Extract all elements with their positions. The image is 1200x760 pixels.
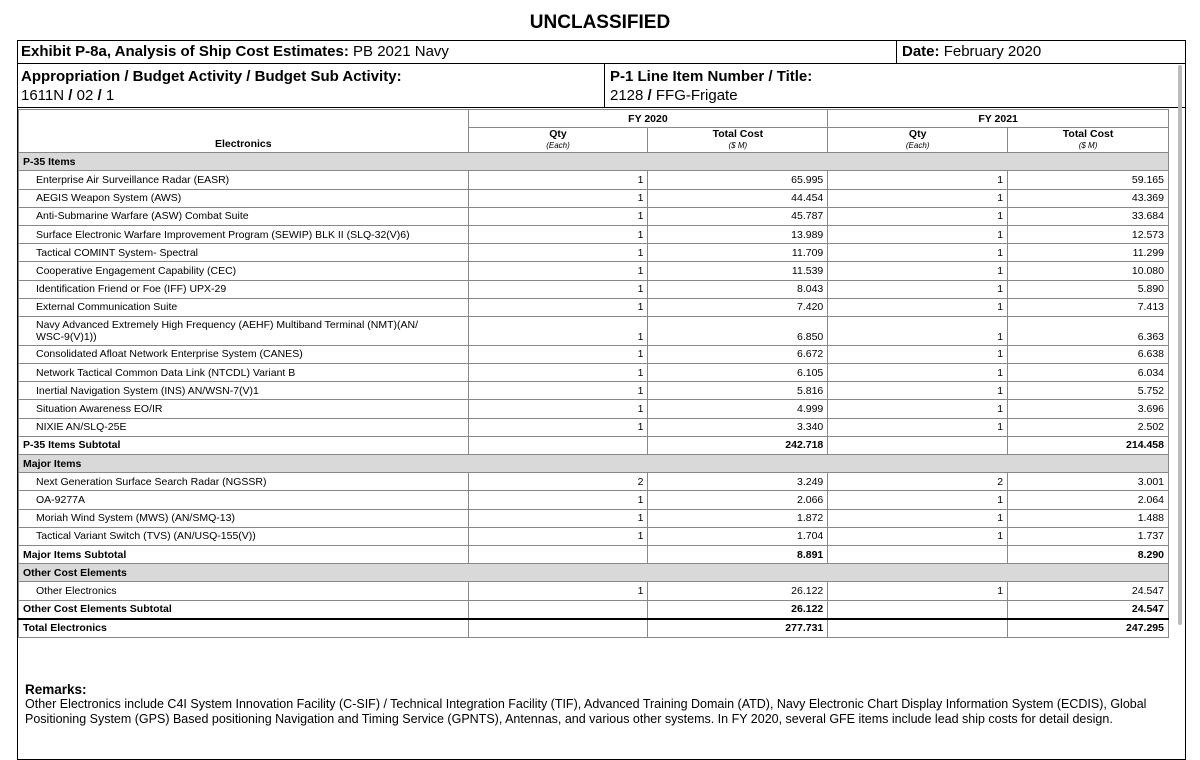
qty-2021: 1 [828,509,1008,527]
subtotal-row [19,436,1169,454]
qty-2020: 1 [468,582,648,600]
qty-2021: 1 [828,345,1008,363]
cost-2020: 11.709 [648,244,828,262]
total-qty-2020 [468,619,648,638]
qty-2020: 1 [468,207,648,225]
qty-label: Qty [549,128,567,141]
remarks-text: Other Electronics include C4I System Innovation Facility (C-SIF) / Technical Integration Facility (TIF), Advanced Training Domain (ATD), Navy Electronic Chart Display Information System (ECDIS), Global Positioning System (GPS) Based positioning Navigation and Timing Service (GPNTS), Antennas, and various other systems. In FY 2020, several GFE items include lead ship costs for detail design. [25,697,1147,726]
table-row [19,400,1169,418]
cost-2021: 5.890 [1008,280,1169,298]
subtotal-qty-2020 [468,545,648,563]
table-row [19,280,1169,298]
cost-2020: 2.066 [648,491,828,509]
exhibit-frame [17,40,1186,760]
total-label: Total Electronics [19,619,469,638]
fy-2020-header: FY 2020 [468,110,828,128]
section-title: P-35 Items [19,153,1169,171]
cost-2020: 65.995 [648,171,828,189]
qty-2021: 1 [828,280,1008,298]
cost-2021: 1.737 [1008,527,1169,545]
cost-label: Total Cost [712,128,764,141]
subtotal-cost-2021: 24.547 [1008,600,1169,619]
item-name: Cooperative Engagement Capability (CEC) [19,262,469,280]
item-name: Situation Awareness EO/IR [19,400,469,418]
qty-2020: 1 [468,527,648,545]
cost-2021: 24.547 [1008,582,1169,600]
item-name: NIXIE AN/SLQ-25E [19,418,469,436]
cost-2021: 12.573 [1008,225,1169,243]
subtotal-label: P-35 Items Subtotal [19,436,469,454]
cost-2021: 6.034 [1008,364,1169,382]
cost-2020: 6.672 [648,345,828,363]
table-row [19,298,1169,316]
qty-2020: 1 [468,316,648,345]
cost-2020: 3.340 [648,418,828,436]
cost-2020: 44.454 [648,189,828,207]
cost-2020: 7.420 [648,298,828,316]
qty-2021: 1 [828,171,1008,189]
table-row [19,262,1169,280]
subtotal-qty-2021 [828,436,1008,454]
line-item-label: P-1 Line Item Number / Title: [610,68,813,85]
scrollbar-thumb[interactable] [1178,65,1182,625]
qty-2020: 1 [468,280,648,298]
cost-2021: 11.299 [1008,244,1169,262]
subtotal-qty-2021 [828,545,1008,563]
qty-2020: 1 [468,382,648,400]
cost-header-2021 [1008,128,1169,153]
cost-2020: 5.816 [648,382,828,400]
section-title: Major Items [19,455,1169,473]
cost-2020: 6.105 [648,364,828,382]
cost-2021: 10.080 [1008,262,1169,280]
qty-2021: 2 [828,473,1008,491]
line-item-title: FFG-Frigate [655,87,738,104]
cost-2020: 26.122 [648,582,828,600]
item-name: Tactical Variant Switch (TVS) (AN/USQ-155(V)) [19,527,469,545]
qty-header-2021 [828,128,1008,153]
qty-2020: 1 [468,244,648,262]
exhibit-label: Exhibit P-8a, Analysis of Ship Cost Estimates: [21,43,349,60]
qty-2020: 1 [468,262,648,280]
item-name: Network Tactical Common Data Link (NTCDL) Variant B [19,364,469,382]
date-value: February 2020 [943,43,1042,60]
table-row [19,316,1169,345]
table-row [19,418,1169,436]
cost-2020: 6.850 [648,316,828,345]
item-name: OA-9277A [19,491,469,509]
qty-2020: 1 [468,189,648,207]
appropriation-label: Appropriation / Budget Activity / Budget Sub Activity: [21,68,402,85]
category-header: Electronics [19,110,469,153]
total-cost-2020: 277.731 [648,619,828,638]
cost-label: Total Cost [1062,128,1114,141]
cost-2021: 6.363 [1008,316,1169,345]
cost-2020: 13.989 [648,225,828,243]
subtotal-qty-2021 [828,600,1008,619]
cost-2021: 1.488 [1008,509,1169,527]
remarks-block [25,682,1165,727]
item-name: External Communication Suite [19,298,469,316]
cost-2021: 59.165 [1008,171,1169,189]
qty-2021: 1 [828,491,1008,509]
cost-unit: ($ M) [728,141,748,151]
qty-2021: 1 [828,244,1008,262]
subtotal-row [19,545,1169,563]
table-row [19,364,1169,382]
remarks-title: Remarks: [25,682,87,697]
classification-banner: UNCLASSIFIED [529,12,671,33]
qty-2020: 1 [468,491,648,509]
qty-2020: 1 [468,298,648,316]
date-label: Date: [902,43,940,60]
item-name: Surface Electronic Warfare Improvement Program (SEWIP) BLK II (SLQ-32(V)6) [19,225,469,243]
date-cell [896,41,1041,63]
item-name-line-2: WSC-9(V)1)) [36,330,97,343]
qty-2020: 2 [468,473,648,491]
section-header-row [19,153,1169,171]
cost-unit: ($ M) [1078,141,1098,151]
cost-2020: 8.043 [648,280,828,298]
item-name: Tactical COMINT System- Spectral [19,244,469,262]
cost-2021: 3.696 [1008,400,1169,418]
item-name: AEGIS Weapon System (AWS) [19,189,469,207]
table-row [19,244,1169,262]
item-name: Next Generation Surface Search Radar (NGSSR) [19,473,469,491]
cost-table [18,109,1169,638]
cost-header-2020 [648,128,828,153]
total-row [19,619,1169,638]
appropriation-header-row [18,63,1185,108]
subtotal-row [19,600,1169,619]
subtotal-label: Major Items Subtotal [19,545,469,563]
qty-2020: 1 [468,418,648,436]
subtotal-qty-2020 [468,436,648,454]
budget-activity: 02 [76,87,94,104]
item-name: Consolidated Afloat Network Enterprise System (CANES) [19,345,469,363]
table-row [19,225,1169,243]
line-item-sep: / [647,87,652,104]
item-name: Enterprise Air Surveillance Radar (EASR) [19,171,469,189]
cost-2020: 4.999 [648,400,828,418]
qty-2021: 1 [828,316,1008,345]
qty-2020: 1 [468,509,648,527]
cost-2020: 1.872 [648,509,828,527]
section-header-row [19,455,1169,473]
item-name: Identification Friend or Foe (IFF) UPX-29 [19,280,469,298]
qty-2021: 1 [828,400,1008,418]
section-title: Other Cost Elements [19,564,1169,582]
qty-2021: 1 [828,225,1008,243]
qty-2021: 1 [828,582,1008,600]
qty-2021: 1 [828,364,1008,382]
item-name [19,316,469,345]
cost-2020: 45.787 [648,207,828,225]
section-header-row [19,564,1169,582]
subtotal-cost-2020: 8.891 [648,545,828,563]
qty-2021: 1 [828,382,1008,400]
fy-2021-header: FY 2021 [828,110,1169,128]
table-row [19,345,1169,363]
qty-unit: (Each) [546,141,570,151]
subtotal-qty-2020 [468,600,648,619]
item-name: Anti-Submarine Warfare (ASW) Combat Suite [19,207,469,225]
qty-2020: 1 [468,171,648,189]
exhibit-value: PB 2021 Navy [353,43,449,60]
cost-2021: 3.001 [1008,473,1169,491]
qty-2020: 1 [468,364,648,382]
exhibit-header-row [18,41,1185,64]
table-row [19,509,1169,527]
cost-2021: 2.064 [1008,491,1169,509]
item-name: Other Electronics [19,582,469,600]
cost-2021: 43.369 [1008,189,1169,207]
line-item-number: 2128 [610,87,644,104]
cost-2021: 5.752 [1008,382,1169,400]
cost-2020: 11.539 [648,262,828,280]
item-name-line-1: Navy Advanced Extremely High Frequency (AEHF) Multiband Terminal (NMT)(AN/ [36,318,419,331]
qty-2020: 1 [468,400,648,418]
table-row [19,582,1169,600]
item-name: Moriah Wind System (MWS) (AN/SMQ-13) [19,509,469,527]
table-row [19,382,1169,400]
exhibit-title [21,43,449,60]
appropriation-sep-1: / [68,87,73,104]
qty-2021: 1 [828,189,1008,207]
qty-2021: 1 [828,298,1008,316]
subtotal-label: Other Cost Elements Subtotal [19,600,469,619]
qty-unit: (Each) [905,141,930,151]
table-row [19,473,1169,491]
line-item-cell [604,63,812,107]
vertical-scrollbar[interactable] [1176,63,1184,648]
total-qty-2021 [828,619,1008,638]
cost-table-body [19,110,1169,638]
cost-2021: 33.684 [1008,207,1169,225]
appropriation-cell [21,67,402,105]
subtotal-cost-2021: 8.290 [1008,545,1169,563]
qty-header-2020 [468,128,648,153]
qty-2020: 1 [468,225,648,243]
subtotal-cost-2021: 214.458 [1008,436,1169,454]
subtotal-cost-2020: 242.718 [648,436,828,454]
appropriation-sep-2: / [97,87,102,104]
qty-2021: 1 [828,262,1008,280]
table-row [19,491,1169,509]
table-row [19,527,1169,545]
cost-2020: 3.249 [648,473,828,491]
qty-2021: 1 [828,207,1008,225]
qty-2021: 1 [828,527,1008,545]
subtotal-cost-2020: 26.122 [648,600,828,619]
item-name: Inertial Navigation System (INS) AN/WSN-7(V)1 [19,382,469,400]
fy-header-row [19,110,1169,128]
qty-2020: 1 [468,345,648,363]
qty-2021: 1 [828,418,1008,436]
qty-label: Qty [908,128,927,141]
table-row [19,189,1169,207]
total-cost-2021: 247.295 [1008,619,1169,638]
table-row [19,171,1169,189]
cost-2021: 6.638 [1008,345,1169,363]
table-row [19,207,1169,225]
cost-2021: 7.413 [1008,298,1169,316]
budget-sub-activity: 1 [105,87,115,104]
cost-2021: 2.502 [1008,418,1169,436]
appropriation-code: 1611N [21,87,65,104]
cost-2020: 1.704 [648,527,828,545]
